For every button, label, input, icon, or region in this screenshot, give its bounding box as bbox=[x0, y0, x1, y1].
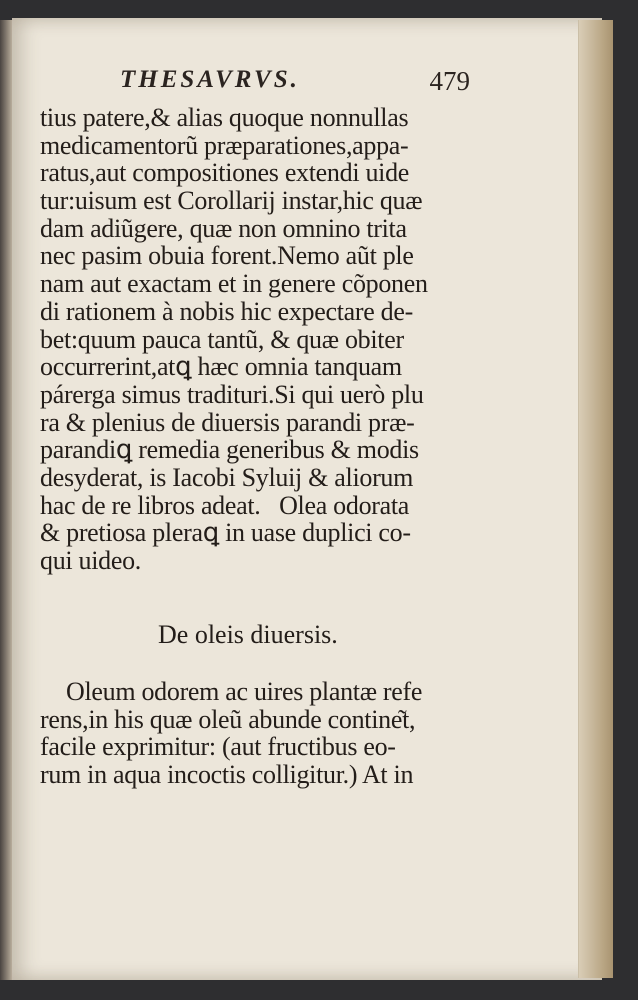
text-line: rens,in his quæ oleũ abunde contine͂t, bbox=[40, 704, 416, 734]
text-line: tius patere,& alias quoque nonnullas bbox=[40, 103, 409, 132]
page-header bbox=[120, 60, 470, 100]
text-line: medicamentorũ præparationes,appa- bbox=[40, 130, 409, 160]
text-line: qui uideo. bbox=[40, 546, 141, 575]
text-line: rum in aqua incoctis colligitur.) At in bbox=[40, 760, 414, 790]
text-line: párerga simus tradituri.Si qui uerò plu bbox=[40, 379, 424, 409]
text-line: tur:uisum est Corollarij instar,hic quæ bbox=[40, 186, 423, 216]
paragraph-1 bbox=[40, 104, 460, 575]
text-line: hac de re libros adeat. Olea odorata bbox=[40, 490, 410, 520]
text-line: di rationem à nobis hic expectare de- bbox=[40, 296, 413, 326]
text-line: occurrerint,atꝗ hæc omnia tanquam bbox=[40, 352, 402, 382]
text-line: desyderat, is Iacobi Syluij & aliorum bbox=[40, 462, 414, 492]
text-line: ra & plenius de diuersis parandi præ- bbox=[40, 407, 415, 437]
section-heading: De oleis diuersis. bbox=[158, 620, 338, 649]
text-line: facile exprimitur: (aut fructibus eo- bbox=[40, 732, 396, 762]
text-line: nam aut exactam et in genere cõponen bbox=[40, 269, 428, 299]
text-line: ratus,aut compositiones extendi uide bbox=[40, 158, 410, 188]
text-line: bet:quum pauca tantũ, & quæ obiter bbox=[40, 324, 404, 354]
paragraph-2 bbox=[40, 678, 460, 789]
facing-page-edge bbox=[0, 20, 12, 980]
running-title: THESAVRVS. bbox=[120, 66, 300, 93]
text-line: Oleum odorem ac uires plantæ refe bbox=[66, 677, 423, 706]
text-line: parandiꝗ remedia generibus & modis bbox=[40, 435, 419, 465]
page-stack-edge bbox=[578, 20, 613, 978]
text-line: dam adiũgere, quæ non omnino trita bbox=[40, 213, 407, 243]
text-line: & pretiosa pleraꝗ in uase duplici co- bbox=[40, 518, 411, 548]
text-line: nec pasim obuia forent.Nemo aũt ple bbox=[40, 241, 414, 271]
page-number: 479 bbox=[429, 66, 470, 96]
